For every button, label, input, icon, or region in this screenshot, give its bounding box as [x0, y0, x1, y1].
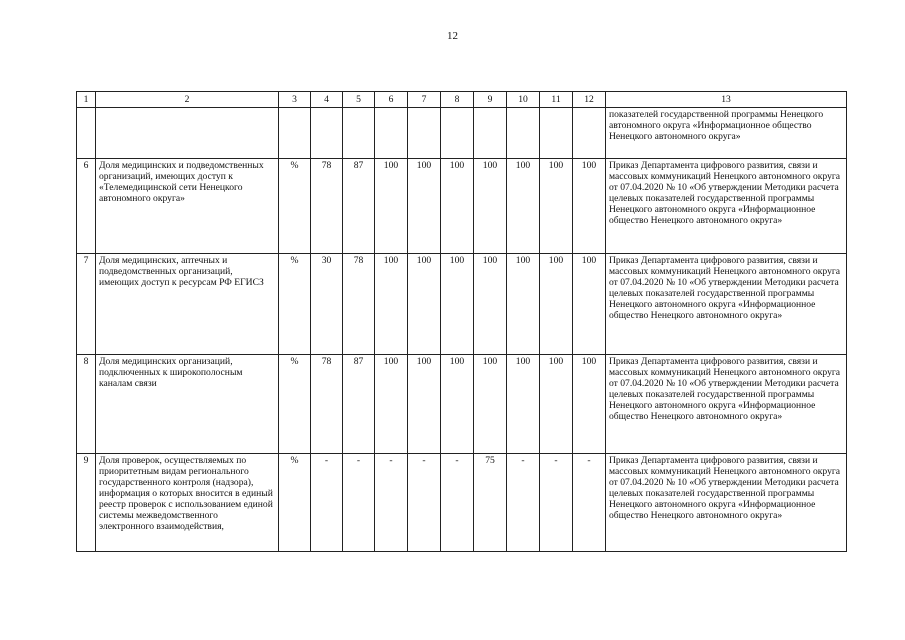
table-cell: [311, 108, 343, 159]
value-cell: 100: [573, 159, 606, 254]
header-cell: 12: [573, 92, 606, 108]
value-cell: 100: [507, 355, 540, 454]
table-cell: [573, 108, 606, 159]
value-cell: 100: [375, 254, 408, 355]
table-cell: [540, 108, 573, 159]
unit-cell: %: [279, 454, 311, 552]
table-cell: [375, 108, 408, 159]
value-cell: 100: [441, 159, 474, 254]
page-number: 12: [447, 30, 458, 42]
indicator-name: Доля медицинских организаций, подключенных к широкополосным каналам связи: [96, 355, 279, 454]
value-cell: 78: [311, 159, 343, 254]
table-cell: [507, 108, 540, 159]
value-cell: -: [343, 454, 375, 552]
header-cell: 6: [375, 92, 408, 108]
header-cell: 11: [540, 92, 573, 108]
value-cell: 100: [507, 254, 540, 355]
table-row-continuation: [77, 108, 847, 159]
value-cell: 100: [573, 355, 606, 454]
table-cell: [408, 108, 441, 159]
header-cell: 7: [408, 92, 441, 108]
table-cell: [343, 108, 375, 159]
header-cell: 9: [474, 92, 507, 108]
indicator-name: Доля проверок, осуществляемых по приоритетным видам регионального государственного контроля (надзора), информация о которых вносится в единый реестр проверок с использованием единой системы межведомственного электронного взаимодействия,: [96, 454, 279, 552]
unit-cell: %: [279, 159, 311, 254]
value-cell: 100: [375, 355, 408, 454]
value-cell: 100: [474, 355, 507, 454]
table-row: [77, 254, 847, 355]
value-cell: 100: [540, 159, 573, 254]
unit-cell: %: [279, 254, 311, 355]
header-cell: 1: [77, 92, 96, 108]
value-cell: 100: [408, 355, 441, 454]
value-cell: -: [573, 454, 606, 552]
header-cell: 4: [311, 92, 343, 108]
table-cell: [279, 108, 311, 159]
source-cell: Приказ Департамента цифрового развития, связи и массовых коммуникаций Ненецкого автономного округа от 07.04.2020 № 10 «Об утверждении Методики расчета целевых показателей государственной программы Ненецкого автономного округа «Информационное общество Ненецкого автономного округа»: [606, 254, 847, 355]
value-cell: 100: [474, 159, 507, 254]
table-cell: [474, 108, 507, 159]
value-cell: -: [408, 454, 441, 552]
value-cell: 100: [408, 159, 441, 254]
source-cell: Приказ Департамента цифрового развития, связи и массовых коммуникаций Ненецкого автономного округа от 07.04.2020 № 10 «Об утверждении Методики расчета целевых показателей государственной программы Ненецкого автономного округа «Информационное общество Ненецкого автономного округа»: [606, 355, 847, 454]
value-cell: -: [311, 454, 343, 552]
indicator-name: Доля медицинских и подведомственных организаций, имеющих доступ к «Телемедицинской сети Ненецкого автономного округа»: [96, 159, 279, 254]
value-cell: 78: [343, 254, 375, 355]
value-cell: 100: [441, 355, 474, 454]
value-cell: 100: [540, 355, 573, 454]
value-cell: 100: [375, 159, 408, 254]
header-cell: 5: [343, 92, 375, 108]
header-cell: 13: [606, 92, 847, 108]
value-cell: 75: [474, 454, 507, 552]
unit-cell: %: [279, 355, 311, 454]
value-cell: 100: [540, 254, 573, 355]
header-cell: 3: [279, 92, 311, 108]
row-number: 6: [77, 159, 96, 254]
table-cell: [96, 108, 279, 159]
row-number: 7: [77, 254, 96, 355]
table-cell: [441, 108, 474, 159]
value-cell: 100: [573, 254, 606, 355]
value-cell: -: [540, 454, 573, 552]
row-number: 8: [77, 355, 96, 454]
indicator-name: Доля медицинских, аптечных и подведомственных организаций, имеющих доступ к ресурсам РФ ЕГИСЗ: [96, 254, 279, 355]
value-cell: 100: [507, 159, 540, 254]
row-number: 9: [77, 454, 96, 552]
value-cell: -: [441, 454, 474, 552]
table-cell: [77, 108, 96, 159]
source-cell: Приказ Департамента цифрового развития, связи и массовых коммуникаций Ненецкого автономного округа от 07.04.2020 № 10 «Об утверждении Методики расчета целевых показателей государственной программы Ненецкого автономного округа «Информационное общество Ненецкого автономного округа»: [606, 159, 847, 254]
header-cell: 10: [507, 92, 540, 108]
table-row: [77, 454, 847, 552]
table-row: [77, 159, 847, 254]
indicators-table: [76, 91, 847, 552]
source-cell: показателей государственной программы Ненецкого автономного округа «Информационное общество Ненецкого автономного округа»: [606, 108, 847, 159]
value-cell: 87: [343, 355, 375, 454]
value-cell: 78: [311, 355, 343, 454]
table-row: [77, 355, 847, 454]
header-cell: 8: [441, 92, 474, 108]
value-cell: 100: [408, 254, 441, 355]
header-cell: 2: [96, 92, 279, 108]
value-cell: -: [375, 454, 408, 552]
value-cell: 30: [311, 254, 343, 355]
value-cell: 100: [474, 254, 507, 355]
value-cell: 100: [441, 254, 474, 355]
source-cell: Приказ Департамента цифрового развития, связи и массовых коммуникаций Ненецкого автономного округа от 07.04.2020 № 10 «Об утверждении Методики расчета целевых показателей государственной программы Ненецкого автономного округа «Информационное общество Ненецкого автономного округа»: [606, 454, 847, 552]
value-cell: -: [507, 454, 540, 552]
value-cell: 87: [343, 159, 375, 254]
header-row: [77, 92, 847, 108]
